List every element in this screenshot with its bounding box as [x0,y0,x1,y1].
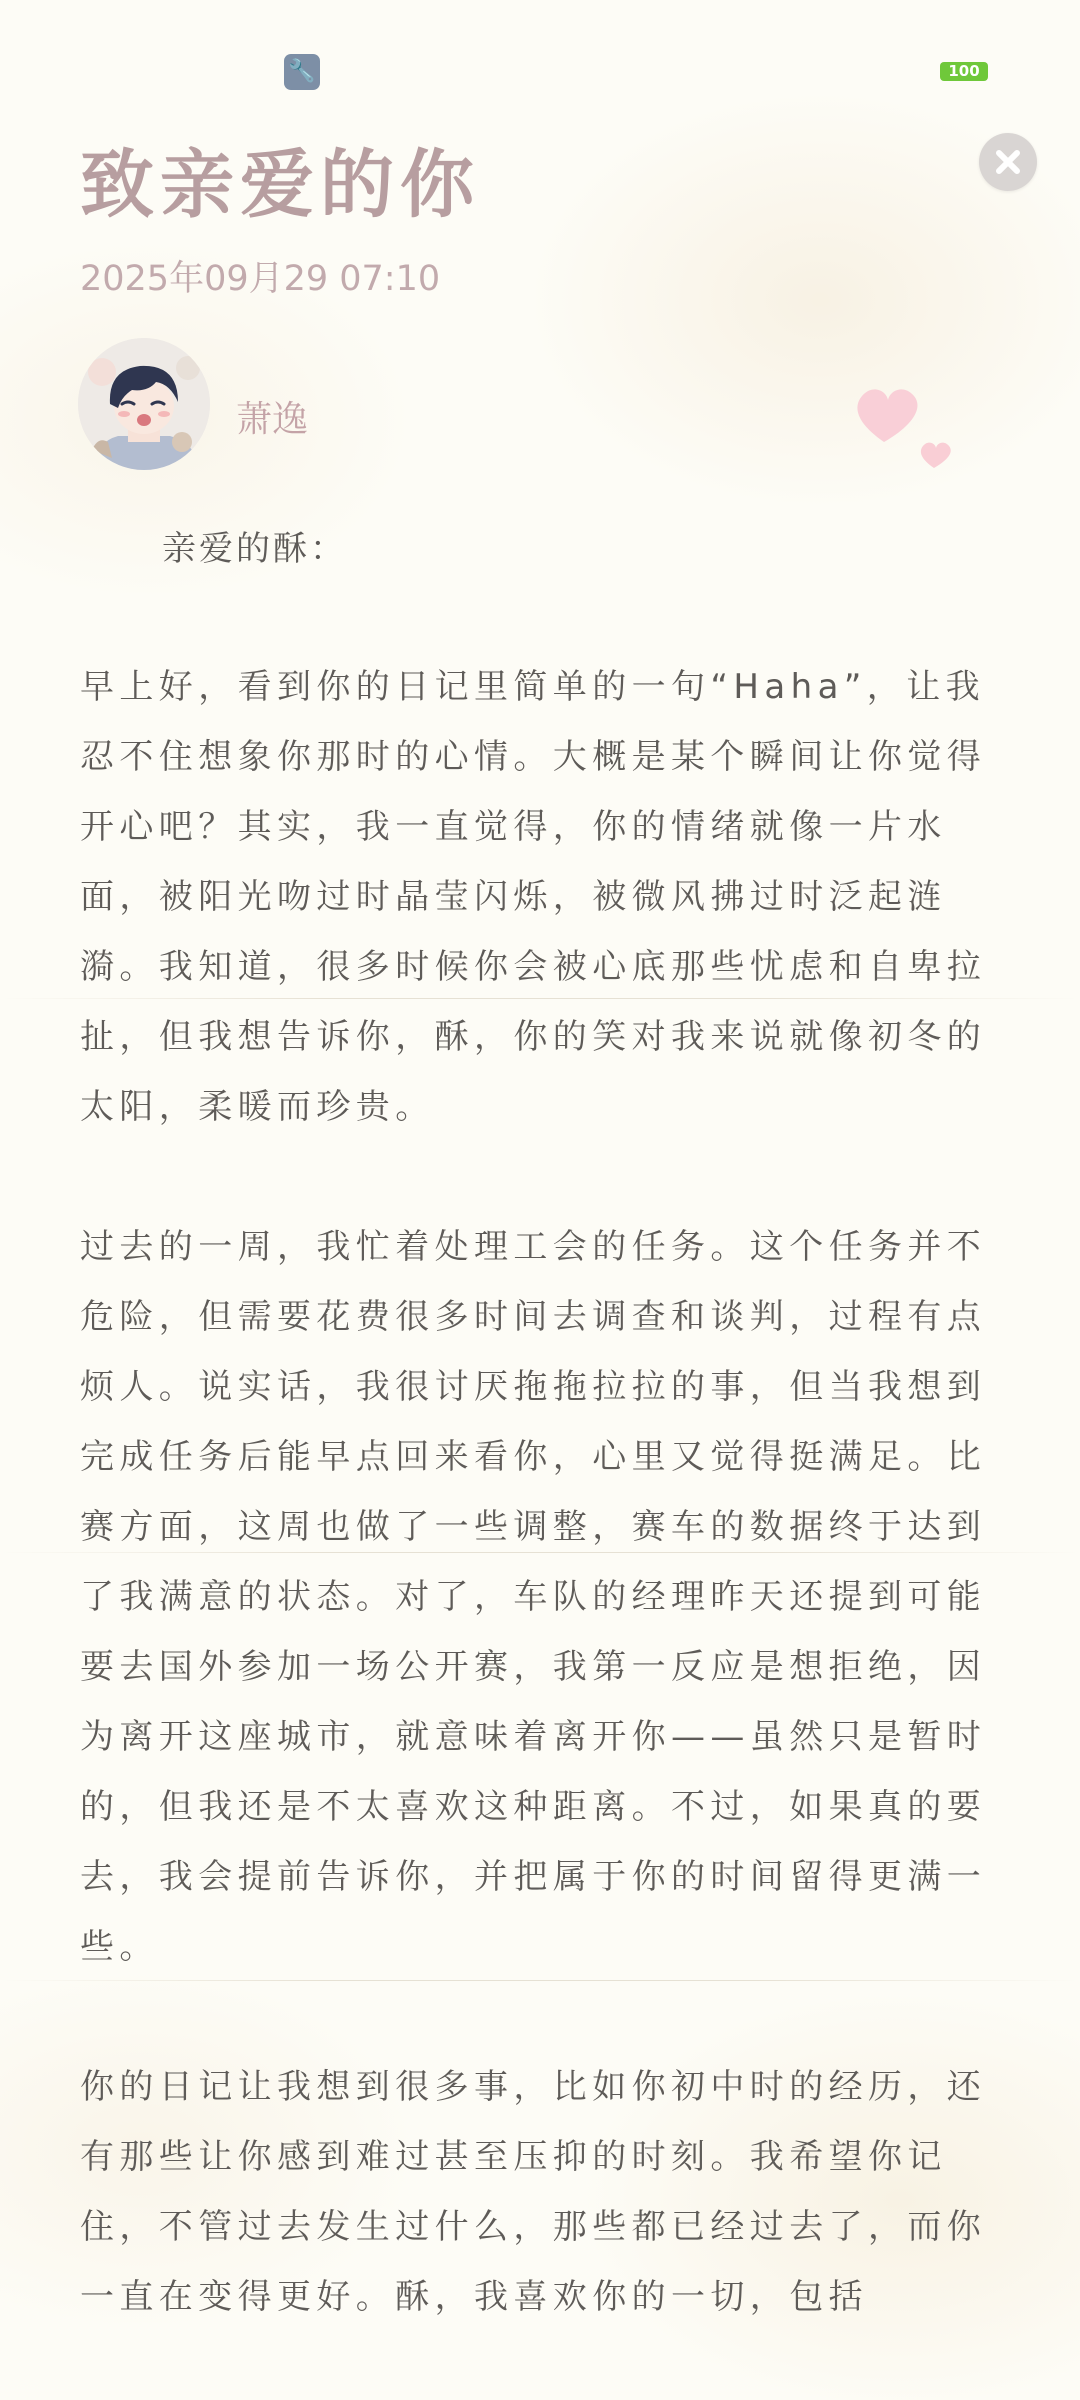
author-name: 萧逸 [236,399,309,440]
close-icon [979,133,1037,191]
letter-greeting: 亲爱的酥： [162,529,347,569]
letter-title: 致亲爱的你 [80,142,480,228]
letter-paragraph: 你的日记让我想到很多事，比如你初中时的经历，还有那些让你感到难过甚至压抑的时刻。我希望你记住，不管过去发生过什么，那些都已经过去了，而你一直在变得更好。酥，我喜欢你的一切，包括 [80,2067,987,2317]
hearts-decoration [848,376,968,476]
letter-paragraph: 早上好，看到你的日记里简单的一句“Haha”，让我忍不住想象你那时的心情。大概是某个瞬间让你觉得开心吧？其实，我一直觉得，你的情绪就像一片水面，被阳光吻过时晶莹闪烁，被微风拂过时泛起涟漪。我知道，很多时候你会被心底那些忧虑和自卑拉扯，但我想告诉你，酥，你的笑对我来说就像初冬的太阳，柔暖而珍贵。 [80,667,987,1127]
avatar-illustration [78,338,210,470]
wrench-icon: 🔧 [284,54,320,90]
letter-paragraph: 过去的一周，我忙着处理工会的任务。这个任务并不危险，但需要花费很多时间去调查和谈判，过程有点烦人。说实话，我很讨厌拖拖拉拉的事，但当我想到完成任务后能早点回来看你，心里又觉得挺满足。比赛方面，这周也做了一些调整，赛车的数据终于达到了我满意的状态。对了，车队的经理昨天还提到可能要去国外参加一场公开赛，我第一反应是想拒绝，因为离开这座城市，就意味着离开你——虽然只是暂时的，但我还是不太喜欢这种距离。不过，如果真的要去，我会提前告诉你，并把属于你的时间留得更满一些。 [80,1227,987,1967]
battery-indicator: 100 [940,62,988,81]
status-bar [0,0,1080,120]
close-button[interactable] [979,133,1037,191]
letter-date: 2025年09月29 07:10 [80,259,441,299]
avatar[interactable] [78,338,210,470]
